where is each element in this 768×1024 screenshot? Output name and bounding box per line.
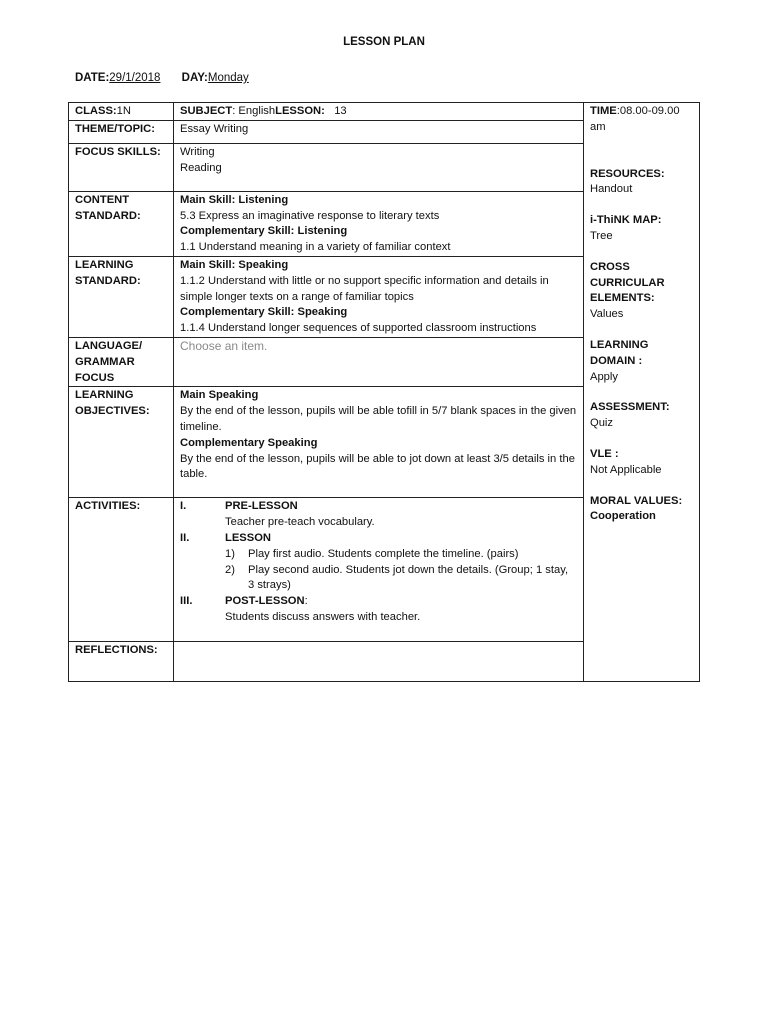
content-main-text: 5.3 Express an imaginative response to literary texts — [180, 209, 440, 222]
day-value: Monday — [207, 72, 249, 84]
language-label — [69, 337, 174, 386]
lesson-step-1-num: 1) — [225, 547, 235, 560]
date-value: 29/1/2018 — [109, 72, 161, 84]
lesson-label: LESSON: — [275, 105, 325, 117]
content-standard-label-1: CONTENT — [75, 193, 130, 206]
lesson-step-1 — [225, 547, 577, 563]
theme-label: THEME/TOPIC: — [69, 120, 174, 143]
objectives-label — [69, 387, 174, 498]
domain-label-2: DOMAIN : — [590, 354, 643, 367]
objectives-main-heading: Main Speaking — [180, 389, 259, 402]
language-label-1: LANGUAGE/ — [75, 339, 143, 352]
content-comp-text: 1.1 Understand meaning in a variety of familiar context — [180, 241, 451, 254]
lesson-step-2 — [225, 563, 577, 595]
class-cell — [69, 103, 174, 121]
think-map-label: i-ThiNK MAP: — [590, 214, 662, 227]
lesson-num: II. — [180, 531, 190, 544]
post-lesson-text: Students discuss answers with teacher. — [225, 610, 421, 623]
post-lesson-heading: POST-LESSON — [225, 595, 305, 608]
cross-label-3: ELEMENTS: — [590, 292, 655, 305]
lesson-step-1-text: Play first audio. Students complete the timeline. (pairs) — [248, 547, 519, 560]
focus-label: FOCUS SKILLS: — [69, 143, 174, 191]
language-cell — [174, 337, 584, 386]
post-lesson-colon: : — [304, 595, 308, 608]
lesson-item — [180, 531, 577, 594]
class-label: CLASS: — [75, 105, 117, 117]
reflections-label: REFLECTIONS: — [69, 642, 174, 682]
content-standard-label — [69, 191, 174, 256]
row-class — [69, 103, 700, 121]
domain-value: Apply — [590, 370, 618, 383]
subject-cell — [174, 103, 584, 121]
assessment-section — [590, 400, 693, 432]
moral-values-section — [590, 494, 693, 526]
lesson-plan-table — [68, 102, 700, 682]
vle-label: VLE : — [590, 447, 619, 460]
content-standard-cell — [174, 191, 584, 256]
time-value: :08.00-09.00 am — [590, 105, 680, 133]
think-map-value: Tree — [590, 229, 613, 242]
resources-section — [590, 167, 693, 199]
domain-label-1: LEARNING — [590, 338, 649, 351]
cross-value: Values — [590, 308, 624, 321]
cross-label-1: CROSS — [590, 260, 630, 273]
resources-value: Handout — [590, 183, 633, 196]
objectives-comp-heading: Complementary Speaking — [180, 436, 318, 449]
language-label-2: GRAMMAR — [75, 355, 135, 368]
pre-lesson-item — [180, 499, 577, 531]
assessment-label: ASSESSMENT: — [590, 401, 670, 414]
cross-curricular-section — [590, 260, 693, 323]
learning-main-text: 1.1.2 Understand with little or no support specific information and details in simple longer texts on a range of familiar topics — [180, 274, 549, 303]
subject-value: : English — [232, 105, 276, 117]
post-lesson-item — [180, 594, 577, 626]
activities-label: ACTIVITIES: — [69, 498, 174, 642]
moral-label: MORAL VALUES: — [590, 494, 683, 507]
content-comp-heading: Complementary Skill: Listening — [180, 225, 348, 238]
time-label: TIME — [590, 105, 617, 117]
content-standard-label-2: STANDARD: — [75, 209, 141, 222]
learning-standard-label-2: STANDARD: — [75, 274, 141, 287]
pre-lesson-num: I. — [180, 500, 187, 513]
focus-skill-1: Writing — [180, 145, 215, 158]
time-section — [590, 104, 693, 136]
lesson-step-2-text: Play second audio. Students jot down the details. (Group; 1 stay, 3 strays) — [248, 563, 569, 592]
pre-lesson-text: Teacher pre-teach vocabulary. — [225, 516, 375, 529]
learning-standard-label-1: LEARNING — [75, 258, 134, 271]
activities-cell — [174, 498, 584, 642]
lesson-heading: LESSON — [225, 531, 272, 544]
resources-label: RESOURCES: — [590, 167, 665, 180]
subject-label: SUBJECT — [180, 105, 233, 117]
date-line — [75, 72, 249, 84]
lesson-value: 13 — [334, 105, 347, 117]
objectives-label-2: OBJECTIVES: — [75, 405, 150, 418]
objectives-comp-text: By the end of the lesson, pupils will be able to jot down at least 3/5 details in the table. — [180, 452, 575, 481]
pre-lesson-heading: PRE-LESSON — [225, 500, 298, 513]
reflections-cell — [174, 642, 584, 682]
moral-value: Cooperation — [590, 510, 656, 523]
sidebar-cell — [584, 103, 700, 682]
content-main-heading: Main Skill: Listening — [180, 193, 289, 206]
vle-section — [590, 447, 693, 479]
objectives-label-1: LEARNING — [75, 389, 134, 402]
learning-standard-label — [69, 256, 174, 337]
language-label-3: FOCUS — [75, 371, 115, 384]
focus-cell — [174, 143, 584, 191]
lesson-step-2-num: 2) — [225, 563, 235, 576]
focus-skill-2: Reading — [180, 161, 222, 174]
objectives-main-text: By the end of the lesson, pupils will be able tofill in 5/7 blank spaces in the given timeline. — [180, 405, 577, 433]
learning-main-heading: Main Skill: Speaking — [180, 258, 289, 271]
theme-value: Essay Writing — [174, 120, 584, 143]
post-lesson-num: III. — [180, 595, 193, 608]
learning-comp-text: 1.1.4 Understand longer sequences of supported classroom instructions — [180, 322, 537, 335]
day-label: DAY: — [181, 72, 208, 84]
objectives-cell — [174, 387, 584, 498]
date-label: DATE: — [75, 72, 110, 84]
grammar-focus-dropdown[interactable]: Choose an item. — [180, 338, 268, 353]
learning-domain-section — [590, 338, 693, 385]
class-value: 1N — [116, 105, 131, 117]
assessment-value: Quiz — [590, 417, 614, 430]
vle-value: Not Applicable — [590, 463, 662, 476]
think-map-section — [590, 213, 693, 245]
learning-comp-heading: Complementary Skill: Speaking — [180, 306, 348, 319]
learning-standard-cell — [174, 256, 584, 337]
cross-label-2: CURRICULAR — [590, 276, 665, 289]
page-title: LESSON PLAN — [343, 36, 425, 48]
